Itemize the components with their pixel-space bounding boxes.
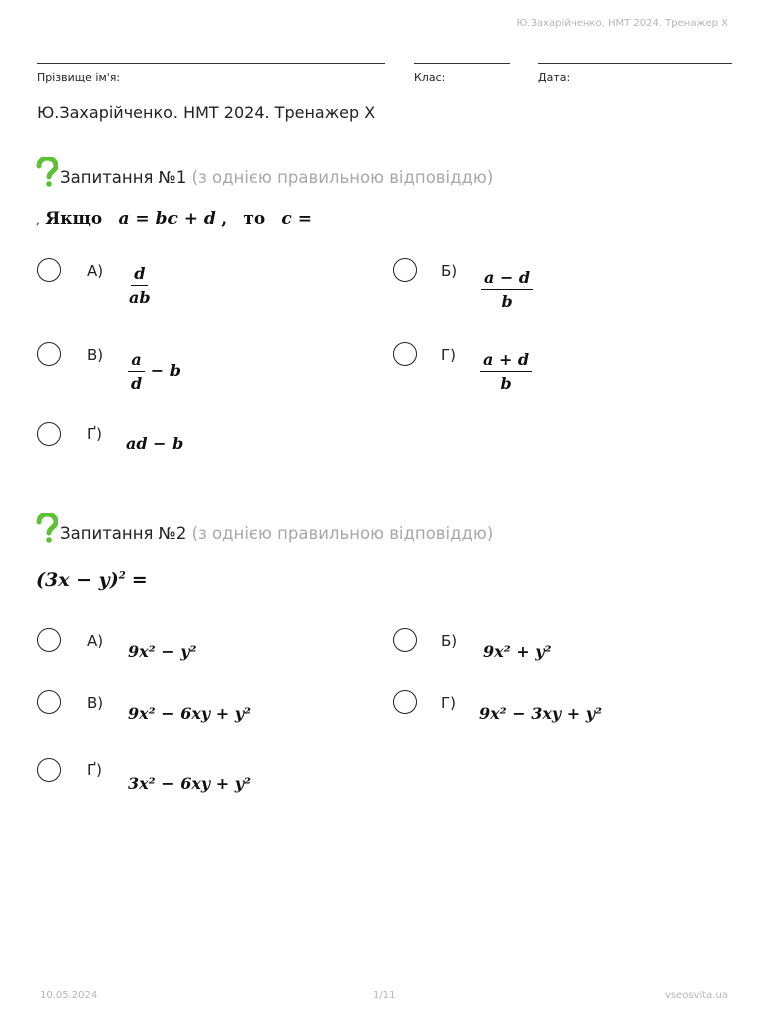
footer-site: vseosvita.ua <box>665 990 728 1001</box>
question-1-title: Запитання №1 <box>60 168 187 187</box>
q2-option-g-letter: Г) <box>441 694 456 712</box>
q2-option-v-radio[interactable] <box>37 690 61 714</box>
question-2-title: Запитання №2 <box>60 524 187 543</box>
document-title: Ю.Захарійченко. НМТ 2024. Тренажер X <box>37 103 376 122</box>
q1-option-g-letter: Г) <box>441 346 456 364</box>
q2-option-v-formula: 9x² − 6xy + y² <box>128 704 252 723</box>
q1-option-gg-formula: ad − b <box>126 434 184 453</box>
question-2-hint: (з однією правильною відповіддю) <box>191 524 494 543</box>
q1-option-gg-letter: Ґ) <box>87 425 102 443</box>
q2-option-g-formula: 9x² − 3xy + y² <box>479 704 603 723</box>
q1-option-a-radio[interactable] <box>37 258 61 282</box>
q2-option-a-radio[interactable] <box>37 628 61 652</box>
q2-option-b-radio[interactable] <box>393 628 417 652</box>
q2-option-a-letter: А) <box>87 632 104 650</box>
q1-option-g-formula: $\frac{a + d}{b}$ <box>480 350 532 393</box>
question-1-hint: (з однією правильною відповіддю) <box>191 168 494 187</box>
question-2-stem: $(3x - y)^2$ = <box>36 569 148 591</box>
name-label: Прізвище ім'я: <box>37 71 121 84</box>
q2-option-gg-formula: 3x² − 6xy + y² <box>128 774 252 793</box>
class-line[interactable] <box>414 63 510 64</box>
q1-option-a-letter: А) <box>87 262 104 280</box>
q1-option-b-radio[interactable] <box>393 258 417 282</box>
q1-option-v-radio[interactable] <box>37 342 61 366</box>
question-1-heading <box>36 157 493 191</box>
q1-option-gg-radio[interactable] <box>37 422 61 446</box>
q1-option-v-letter: В) <box>87 346 104 364</box>
q2-option-a-formula: 9x² − y² <box>128 642 197 661</box>
question-1-stem: , Якщо a = bc + d , то c = <box>36 209 312 229</box>
q2-option-gg-radio[interactable] <box>37 758 61 782</box>
q2-option-b-letter: Б) <box>441 632 458 650</box>
name-line[interactable] <box>37 63 385 64</box>
footer-date: 10.05.2024 <box>40 990 98 1001</box>
q1-option-b-formula: $\frac{a - d}{b}$ <box>481 268 533 311</box>
q1-option-g-radio[interactable] <box>393 342 417 366</box>
q1-option-b-letter: Б) <box>441 262 458 280</box>
class-label: Клас: <box>414 71 446 84</box>
q2-option-v-letter: В) <box>87 694 104 712</box>
q1-option-a-formula: $\frac{d}{ab}$ <box>129 264 151 307</box>
question-mark-icon <box>36 157 60 191</box>
question-mark-icon <box>36 513 60 547</box>
question-2-heading <box>36 513 493 547</box>
q2-option-g-radio[interactable] <box>393 690 417 714</box>
footer-page-number: 1/11 <box>373 990 396 1001</box>
date-line[interactable] <box>538 63 732 64</box>
q2-option-gg-letter: Ґ) <box>87 761 102 779</box>
q1-option-v-formula: $\frac{a}{d}$ − b <box>128 350 181 393</box>
header-title: Ю.Захарійченко. НМТ 2024. Тренажер X <box>516 18 728 29</box>
q2-option-b-formula: 9x² + y² <box>483 642 552 661</box>
date-label: Дата: <box>538 71 571 84</box>
